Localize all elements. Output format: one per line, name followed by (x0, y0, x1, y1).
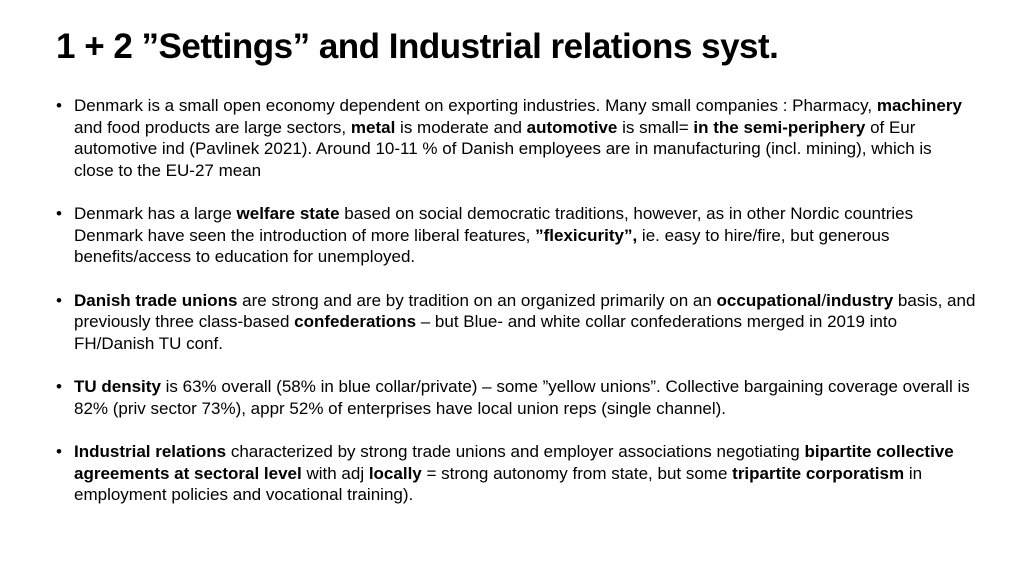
bold-phrase: Industrial relations (74, 442, 227, 461)
text-run: Denmark is a small open economy dependent on exporting industries. Many small companies : Pharmacy, (74, 96, 877, 115)
text-run: basis, and previously three class-based (74, 290, 976, 331)
bold-phrase: locally (368, 463, 422, 483)
text-run: is moderate and (395, 117, 527, 137)
bullet-dot-icon: • (56, 290, 62, 310)
bold-phrase: tripartite corporatism (732, 463, 905, 483)
bold-phrase: machinery (876, 96, 962, 115)
text-run: characterized by strong trade unions and employer associations negotiating (226, 442, 805, 461)
slide-title: 1 + 2 ”Settings” and Industrial relations syst. (56, 27, 779, 66)
text-run: / (821, 290, 827, 310)
bold-phrase: occupational (716, 290, 822, 310)
text-run: based on social democratic traditions, however, as in other Nordic countries Denmark have seen the introduction of more liberal features, (74, 204, 914, 245)
bullet-item (56, 441, 976, 506)
bullet-dot-icon: • (56, 96, 62, 115)
bold-phrase: confederations (294, 312, 417, 331)
bold-phrase: ”flexicurity”, (535, 225, 638, 245)
bullet-text (74, 377, 970, 418)
bullet-item (56, 95, 976, 181)
text-run: Denmark has a large (74, 204, 237, 223)
bullet-item (56, 376, 976, 419)
bold-phrase: welfare state (236, 204, 340, 223)
text-run: = strong autonomy from state, but some (421, 463, 733, 483)
text-run: – but Blue- and white collar confederations merged in 2019 into FH/Danish TU conf. (74, 312, 898, 353)
bullet-text (74, 442, 954, 504)
bullet-list (56, 95, 976, 528)
text-run: is 63% overall (58% in blue collar/private) – some ”yellow unions”. Collective bargaining coverage overall is 82% (priv sector 73%), appr 52% of enterprises have local union reps (single channel). (74, 377, 970, 418)
bullet-text (74, 204, 913, 266)
bold-phrase: in the semi-periphery (693, 117, 866, 137)
text-run: is small= (617, 117, 694, 137)
bullet-text (74, 96, 962, 180)
text-run: with adj (301, 463, 369, 483)
bold-phrase: TU density (74, 377, 161, 396)
bullet-text (74, 291, 975, 353)
bullet-dot-icon: • (56, 377, 62, 396)
bold-phrase: industry (826, 290, 894, 310)
bullet-item (56, 290, 976, 355)
text-run: of Eur automotive ind (Pavlinek 2021). Around 10-11 % of Danish employees are in manufacturing (incl. mining), which is close to the EU-27 mean (74, 117, 932, 180)
bullet-item (56, 203, 976, 268)
text-run: in employment policies and vocational training). (74, 463, 923, 504)
bullet-dot-icon: • (56, 204, 62, 223)
bold-phrase: Danish trade unions (74, 290, 238, 310)
bullet-dot-icon: • (56, 442, 62, 461)
bold-phrase: bipartite collective agreements at sectoral level (74, 442, 954, 483)
bold-phrase: automotive (526, 117, 618, 137)
text-run: and food products are large sectors, (74, 117, 351, 137)
bold-phrase: metal (350, 117, 396, 137)
text-run: ie. easy to hire/fire, but generous benefits/access to education for unemployed. (74, 225, 890, 266)
text-run: are strong and are by tradition on an organized primarily on an (237, 290, 717, 310)
